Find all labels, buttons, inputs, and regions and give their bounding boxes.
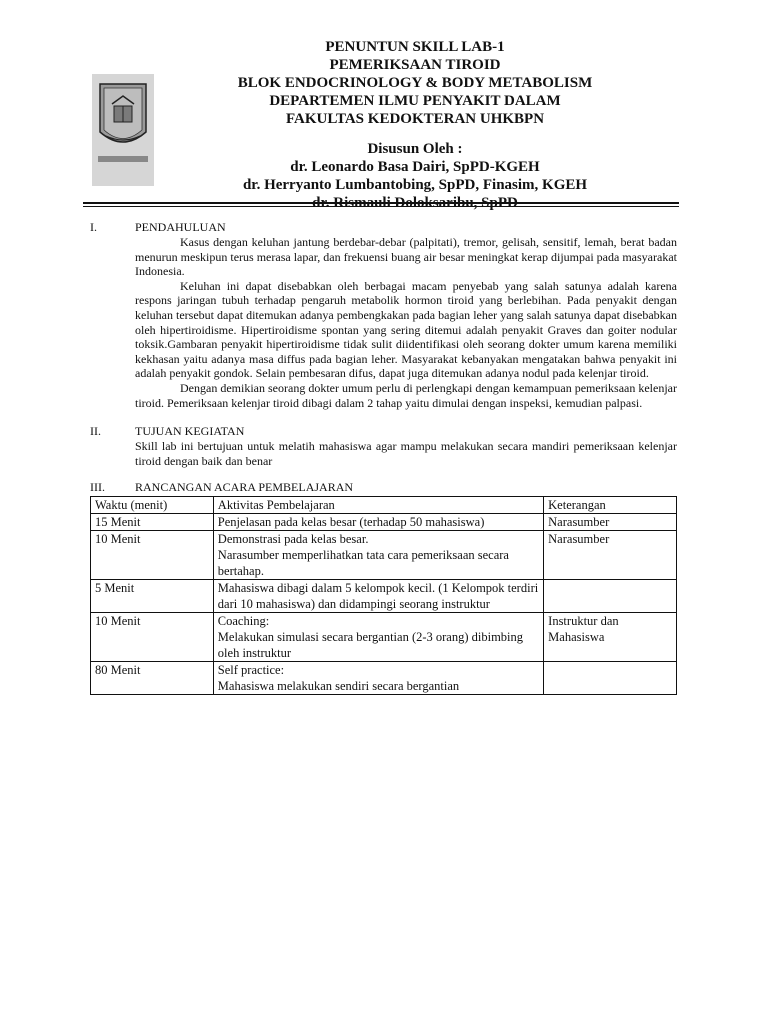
section-heading bbox=[90, 480, 677, 495]
time-cell: 15 Menit bbox=[91, 514, 214, 531]
activity-text: Coaching: bbox=[217, 614, 270, 629]
activity-cell bbox=[213, 531, 543, 580]
time-cell: 10 Menit bbox=[91, 613, 214, 662]
schedule-table bbox=[90, 496, 677, 695]
activity-cell bbox=[213, 580, 543, 613]
author-name: dr. Leonardo Basa Dairi, SpPD-KGEH bbox=[290, 159, 540, 175]
section-title: TUJUAN KEGIATAN bbox=[135, 424, 245, 439]
title-line: BLOK ENDOCRINOLOGY & BODY METABOLISM bbox=[237, 75, 593, 91]
title-line: FAKULTAS KEDOKTERAN UHKBPN bbox=[285, 111, 545, 127]
authors-label: Disusun Oleh : bbox=[367, 141, 463, 157]
column-header: Waktu (menit) bbox=[91, 497, 214, 514]
title-line: PEMERIKSAAN TIROID bbox=[329, 57, 501, 73]
activity-text: Self practice: bbox=[217, 663, 285, 678]
paragraph: Skill lab ini bertujuan untuk melatih mahasiswa agar mampu melakukan secara mandiri pemeriksaan kelenjar tiroid dengan baik dan benar bbox=[135, 439, 677, 468]
activity-text: Narasumber memperlihatkan tata cara pemeriksaan secara bertahap. bbox=[217, 548, 509, 579]
section-number: I. bbox=[90, 220, 97, 234]
header-divider bbox=[83, 202, 679, 204]
author-name: dr. Rismauli Doloksaribu, SpPD bbox=[312, 195, 518, 211]
title-line: PENUNTUN SKILL LAB-1 bbox=[325, 39, 505, 55]
activity-cell bbox=[213, 514, 543, 531]
section-number: II. bbox=[90, 424, 101, 439]
document-body bbox=[90, 220, 677, 695]
university-logo bbox=[92, 74, 154, 186]
activity-text: Penjelasan pada kelas besar (terhadap 50 mahasiswa) bbox=[217, 515, 485, 530]
activity-text: Melakukan simulasi secara bergantian (2-3 orang) dibimbing oleh instruktur bbox=[217, 630, 524, 661]
author-name: dr. Herryanto Lumbantobing, SpPD, Finasim, KGEH bbox=[242, 177, 588, 193]
note-text: Instruktur dan Mahasiswa bbox=[548, 614, 619, 645]
header-divider-thin bbox=[83, 206, 679, 207]
section-title: PENDAHULUAN bbox=[135, 220, 226, 234]
paragraph: Kasus dengan keluhan jantung berdebar-debar (palpitati), tremor, gelisah, sensitif, lemah, berat badan menurun meskipun terus merasa lapar, dan frekuensi buang air besar meningkat kerap dijumpai pada masyarakat Indonesia. bbox=[135, 235, 677, 279]
note-cell bbox=[544, 662, 677, 695]
time-cell: 5 Menit bbox=[91, 580, 214, 613]
activity-text: Demonstrasi pada kelas besar. bbox=[217, 532, 369, 547]
time-cell: 80 Menit bbox=[91, 662, 214, 695]
paragraph: Dengan demikian seorang dokter umum perlu di perlengkapi dengan kemampuan pemeriksaan kelenjar tiroid. Pemeriksaan kelenjar tiroid dibagi dalam 2 tahap yaitu dimulai dengan inspeksi, kemudian palpasi. bbox=[135, 380, 677, 410]
note-cell bbox=[544, 613, 677, 662]
table-row bbox=[91, 514, 677, 531]
note-cell bbox=[544, 580, 677, 613]
activity-cell bbox=[213, 662, 543, 695]
section-heading bbox=[90, 424, 677, 439]
section-title: RANCANGAN ACARA PEMBELAJARAN bbox=[135, 480, 354, 495]
section-heading bbox=[90, 220, 677, 235]
table-row bbox=[91, 531, 677, 580]
title-block bbox=[150, 38, 680, 212]
table-row bbox=[91, 613, 677, 662]
time-cell: 10 Menit bbox=[91, 531, 214, 580]
activity-text: Mahasiswa dibagi dalam 5 kelompok kecil. (1 Kelompok terdiri dari 10 mahasiswa) dan didampingi seorang instruktur bbox=[217, 581, 539, 612]
note-text: Narasumber bbox=[548, 532, 610, 547]
note-cell bbox=[544, 531, 677, 580]
note-cell bbox=[544, 514, 677, 531]
paragraph: Keluhan ini dapat disebabkan oleh berbagai macam penyebab yang salah satunya adalah karena respons jaringan tubuh terhadap pengaruh metabolik hormon tiroid yang berlebihan. Pada penyakit dengan keluhan tersebut dapat ditemukan adanya pembengkakan pada bagian leher yang salah satunya dapat disebabkan oleh hipertiroidisme. Hipertiroidisme spontan yang sering ditemui adalah penyakit Graves dan goiter nodular toksik.Gambaran penyakit hipertiroidisme tidak sulit diidentifikasi oleh seorang dokter umum karena memiliki kekhasan yaitu adanya masa diffus pada bagian leher. Masyarakat kebanyakan mengatakan bahwa penyakit ini adalah penyakit gondok. Selain pembesaran difus, dapat juga ditemukan adanya nodul pada kelenjar tiroid. bbox=[135, 278, 677, 381]
column-header: Keterangan bbox=[544, 497, 677, 514]
activity-cell bbox=[213, 613, 543, 662]
table-row bbox=[91, 662, 677, 695]
activity-text: Mahasiswa melakukan sendiri secara bergantian bbox=[217, 679, 460, 694]
column-header: Aktivitas Pembelajaran bbox=[213, 497, 543, 514]
note-text: Narasumber bbox=[548, 515, 610, 530]
title-line: DEPARTEMEN ILMU PENYAKIT DALAM bbox=[269, 93, 561, 109]
section-number: III. bbox=[90, 480, 105, 495]
table-row bbox=[91, 580, 677, 613]
table-header-row bbox=[91, 497, 677, 514]
